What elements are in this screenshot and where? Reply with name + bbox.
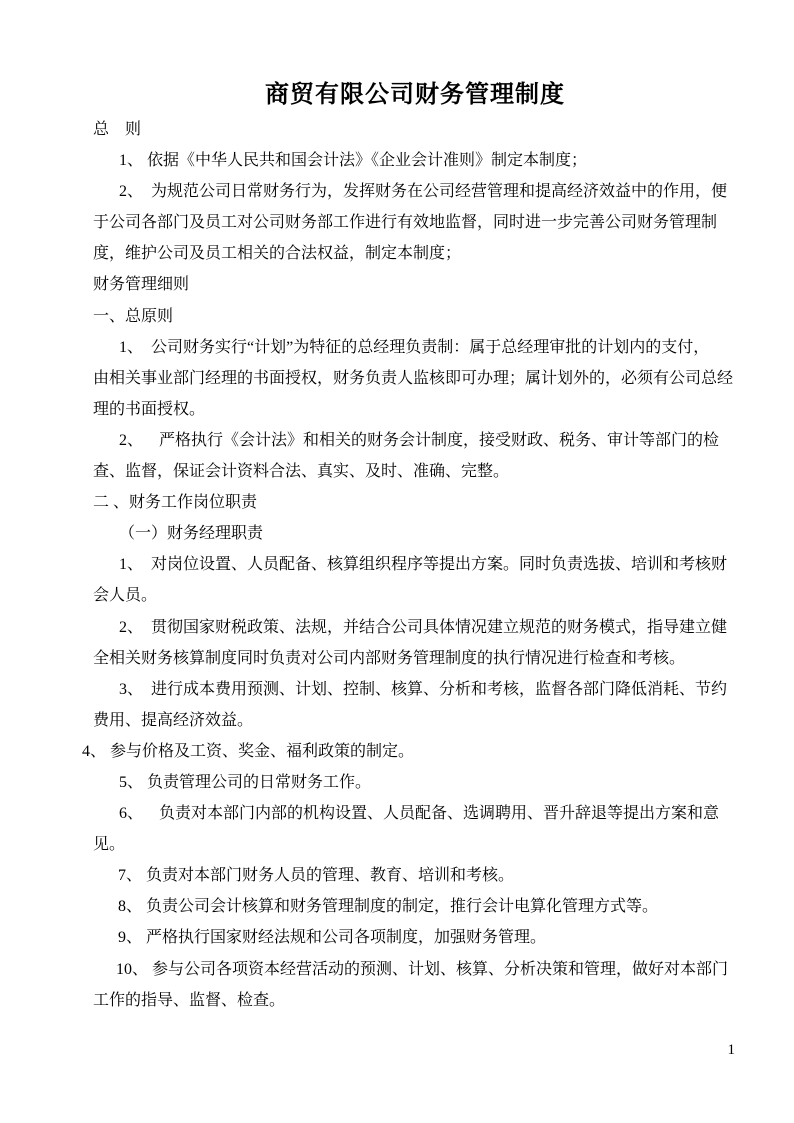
text-line: 4、 参与价格及工资、奖金、福利政策的制定。 [82,742,415,760]
text-line: 见。 [93,836,126,854]
text-line: 费用、提高经济效益。 [93,711,254,729]
document-body [82,114,737,1016]
text-line: 总 则 [93,121,142,138]
text-line: 3、 进行成本费用预测、计划、控制、核算、分析和考核，监督各部门降低消耗、节约 [119,680,728,698]
text-line: 2、 贯彻国家财税政策、法规，并结合公司具体情况建立规范的财务模式，指导建立健 [119,618,728,636]
text-line: 全相关财务核算制度同时负责对公司内部财务管理制度的执行情况进行检查和考核。 [93,649,686,667]
text-line: 二 、财务工作岗位职责 [93,494,258,512]
text-line: 由相关事业部门经理的书面授权，财务负责人监核即可办理；属计划外的，必须有公司总经 [93,369,734,387]
text-line: 6、 负责对本部门内部的机构设置、人员配备、选调聘用、晋升辞退等提出方案和意 [119,805,720,823]
text-line: 于公司各部门及员工对公司财务部工作进行有效地监督，同时进一步完善公司财务管理制 [93,214,718,232]
text-line: 理的书面授权。 [93,400,206,418]
text-line: 度，维护公司及员工相关的合法权益，制定本制度； [93,245,462,263]
text-line: 1、 公司财务实行“计划”为特征的总经理负责制：属于总经理审批的计划内的支付， [119,338,710,356]
text-line: 5、 负责管理公司的日常财务工作。 [119,773,372,791]
document-title: 商贸有限公司财务管理制度 [265,82,565,108]
document-content [82,76,737,1016]
text-line: 10、 参与公司各项资本经营活动的预测、计划、核算、分析决策和管理，做好对本部门 [116,960,729,978]
text-line: 1、 依据《中华人民共和国会计法》《企业会计准则》制定本制度； [119,152,588,170]
text-line: 财务管理细则 [93,276,190,294]
page-number: 1 [727,1042,735,1058]
text-line: （一）财务经理职责 [119,525,264,543]
text-line: 2、 为规范公司日常财务行为，发挥财务在公司经营管理和提高经济效益中的作用，便 [119,183,728,201]
text-line: 工作的指导、监督、检查。 [93,991,286,1009]
text-line: 2、 严格执行《会计法》和相关的财务会计制度，接受财政、税务、审计等部门的检 [119,431,720,449]
text-line: 9、 严格执行国家财经法规和公司各项制度，加强财务管理。 [118,929,547,947]
text-line: 一、总原则 [93,307,174,325]
text-line: 会人员。 [93,587,158,605]
text-line: 7、 负责对本部门财务人员的管理、教育、培训和考核。 [118,867,515,885]
text-line: 1、 对岗位设置、人员配备、核算组织程序等提出方案。同时负责选拔、培训和考核财 [119,556,728,574]
text-line: 8、 负责公司会计核算和财务管理制度的制定，推行会计电算化管理方式等。 [118,898,659,916]
text-line: 查、监督，保证会计资料合法、真实、及时、准确、完整。 [93,463,510,481]
